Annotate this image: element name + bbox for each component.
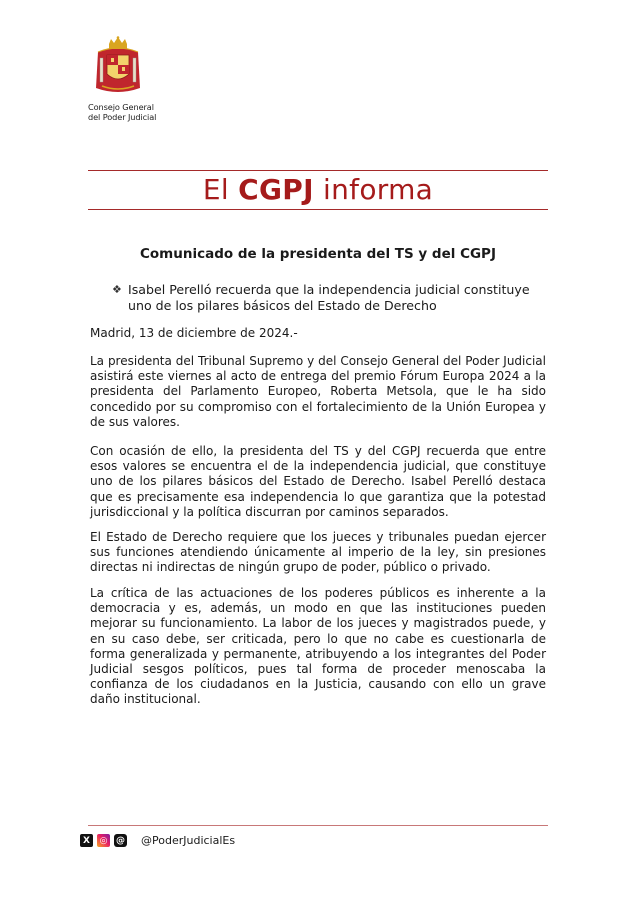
social-handle[interactable]: @PoderJudicialEs [141,834,236,847]
x-icon[interactable]: X [80,834,93,847]
banner-suffix: informa [323,173,434,206]
dateline: Madrid, 13 de diciembre de 2024.- [90,326,298,340]
banner-bold: CGPJ [238,173,314,206]
paragraph: La presidenta del Tribunal Supremo y del Consejo General del Poder Judicial asistirá este viernes al acto de entrega del premio Fórum Europa 2024 a la presidenta del Parlamento Europeo, Roberta Metsola, que le ha sido concedido por su compromiso con el fortalecimiento de la Unión Europea y de sus valores. [90,354,546,429]
footer-rule [88,825,548,826]
paragraph: El Estado de Derecho requiere que los jueces y tribunales puedan ejercer sus funciones atendiendo únicamente al imperio de la ley, sin presiones directas ni indirectas de ningún grupo de poder, público o privado. [90,530,546,575]
paragraph: La crítica de las actuaciones de los poderes públicos es inherente a la democracia y es, además, un modo en que las instituciones pueden mejorar su funcionamiento. La labor de los jueces y magistrados puede, y en su caso debe, ser criticada, pero lo que no cabe es cuestionarla de forma generalizada y permanente, atribuyendo a los integrantes del Poder Judicial sesgos políticos, pues tal forma de proceder menoscaba la confianza de los ciudadanos en la Justicia, causando con ello un grave daño institucional. [90,586,546,707]
document-subtitle: Comunicado de la presidenta del TS y del CGPJ [140,246,496,262]
diamond-bullet-icon: ❖ [112,283,122,296]
paragraph: Con ocasión de ello, la presidenta del TS y del CGPJ recuerda que entre esos valores se encuentra el de la independencia judicial, que constituye uno de los pilares básicos del Estado de Derecho. Isabel Perelló destaca que es precisamente esa independencia lo que garantiza que la potestad jurisdiccional y la política discurran por caminos separados. [90,444,546,519]
threads-icon[interactable]: @ [116,835,125,846]
banner-bottom-rule [88,209,548,210]
banner-top-rule [88,170,548,171]
banner-title [88,172,548,208]
highlight-bullet [112,282,552,314]
cgpj-logo [88,36,158,122]
footer-social [80,834,235,847]
coat-of-arms-icon [92,36,144,98]
banner-prefix: El [202,173,229,206]
instagram-icon[interactable]: ◎ [97,834,110,847]
logo-line-1: Consejo General [88,102,154,112]
bullet-text: Isabel Perelló recuerda que la independencia judicial constituye uno de los pilares básicos del Estado de Derecho [128,282,530,313]
logo-line-2: del Poder Judicial [88,112,157,122]
